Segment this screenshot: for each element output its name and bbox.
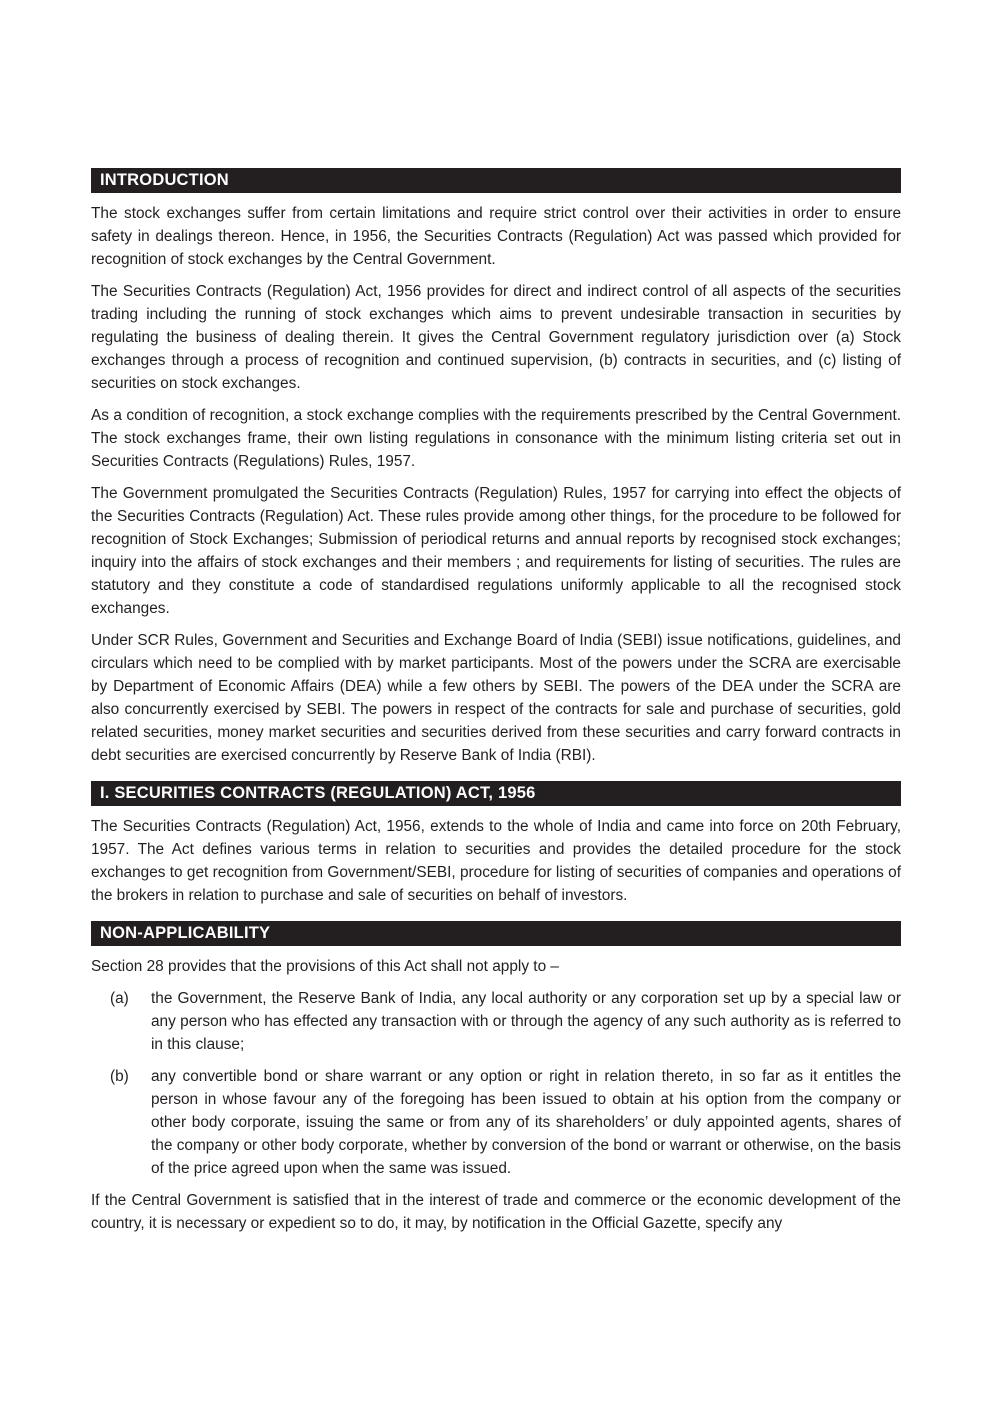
intro-paragraph-4: The Government promulgated the Securities Contracts (Regulation) Rules, 1957 for carrying into effect the objects of the Securities Contracts (Regulation) Act. These rules provide among other things, for the procedure to be followed for recognition of Stock Exchanges; Submission of periodical returns and annual reports by recognised stock exchanges; inquiry into the affairs of stock exchanges and their members ; and requirements for listing of securities. The rules are statutory and they constitute a code of standardised regulations uniformly applicable to all the recognised stock exchanges.	[91, 485, 901, 617]
section-heading-introduction: INTRODUCTION	[91, 168, 901, 193]
intro-paragraph-1: The stock exchanges suffer from certain limitations and require strict control over their activities in order to ensure safety in dealings thereon. Hence, in 1956, the Securities Contracts (Regulation) Act was passed which provided for recognition of stock exchanges by the Central Government.	[91, 205, 901, 268]
list-item	[91, 1065, 901, 1180]
list-item	[91, 987, 901, 1056]
intro-paragraph-2: The Securities Contracts (Regulation) Act, 1956 provides for direct and indirect control of all aspects of the securities trading including the running of stock exchanges which aims to prevent undesirable transaction in securities by regulating the business of dealing therein. It gives the Central Government regulatory jurisdiction over (a) Stock exchanges through a process of recognition and continued supervision, (b) contracts in securities, and (c) listing of securities on stock exchanges.	[91, 283, 901, 392]
list-item-text: any convertible bond or share warrant or any option or right in relation thereto, in so far as it entitles the person in whose favour any of the foregoing has been issued to obtain at his option from the company or other body corporate, issuing the same or from any of its shareholders’ or duly appointed agents, shares of the company or other body corporate, whether by conversion of the bond or warrant or otherwise, on the basis of the price agreed upon when the same was issued.	[151, 1068, 901, 1177]
list-marker: (b)	[110, 1068, 129, 1085]
non-applicability-intro: Section 28 provides that the provisions of this Act shall not apply to –	[91, 958, 559, 975]
section-heading-non-applicability: NON-APPLICABILITY	[91, 921, 901, 946]
section-heading-scra: I. SECURITIES CONTRACTS (REGULATION) ACT, 1956	[91, 781, 901, 806]
list-marker: (a)	[110, 990, 129, 1007]
act-paragraph: The Securities Contracts (Regulation) Act, 1956, extends to the whole of India and came into force on 20th February, 1957. The Act defines various terms in relation to securities and provides the detailed procedure for the stock exchanges to get recognition from Government/SEBI, procedure for listing of securities of companies and operations of the brokers in relation to purchase and sale of securities on behalf of investors.	[91, 818, 901, 904]
intro-paragraph-3: As a condition of recognition, a stock exchange complies with the requirements prescribed by the Central Government. The stock exchanges frame, their own listing regulations in consonance with the minimum listing criteria set out in Securities Contracts (Regulations) Rules, 1957.	[91, 407, 901, 470]
closing-paragraph: If the Central Government is satisfied that in the interest of trade and commerce or the economic development of the country, it is necessary or expedient so to do, it may, by notification in the Official Gazette, specify any	[91, 1192, 901, 1232]
list-item-text: the Government, the Reserve Bank of India, any local authority or any corporation set up by a special law or any person who has effected any transaction with or through the agency of any such authority as is referred to in this clause;	[151, 990, 901, 1053]
intro-paragraph-5: Under SCR Rules, Government and Securities and Exchange Board of India (SEBI) issue notifications, guidelines, and circulars which need to be complied with by market participants. Most of the powers under the SCRA are exercisable by Department of Economic Affairs (DEA) while a few others by SEBI. The powers of the DEA under the SCRA are also concurrently exercised by SEBI. The powers in respect of the contracts for sale and purchase of securities, gold related securities, money market securities and securities derived from these securities and carry forward contracts in debt securities are exercised concurrently by Reserve Bank of India (RBI).	[91, 632, 901, 764]
document-page	[91, 168, 901, 1244]
